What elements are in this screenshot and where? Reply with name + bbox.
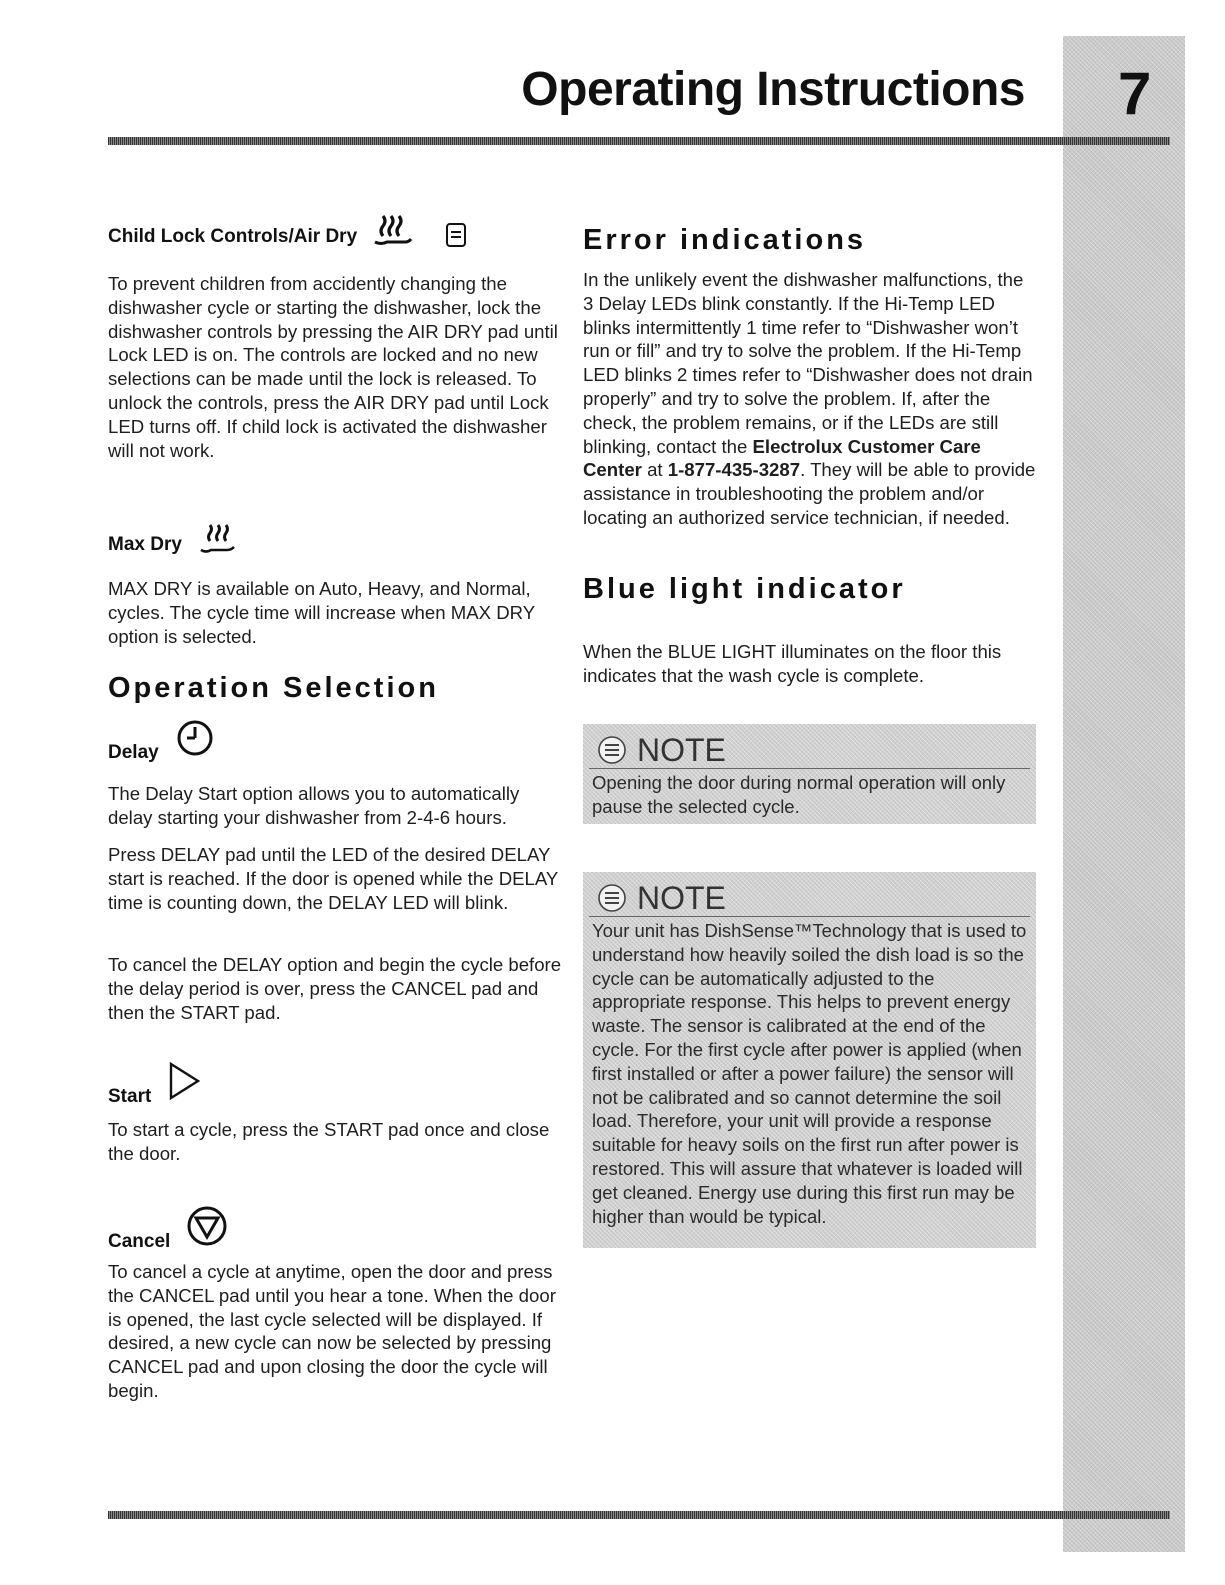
error-text-mid: at bbox=[641, 459, 668, 481]
delay-text-2: Press DELAY pad until the LED of the desired DELAY start is reached. If the door is opened while the DELAY time is counting down, the DELAY LED will blink. bbox=[108, 844, 558, 913]
max-dry-text: MAX DRY is available on Auto, Heavy, and Normal, cycles. The cycle time will increase when MAX DRY option is selected. bbox=[108, 578, 535, 647]
cancel-icon bbox=[186, 1205, 228, 1247]
max-dry-heading bbox=[108, 522, 238, 556]
note-1-header bbox=[583, 724, 1036, 768]
error-text bbox=[583, 268, 1038, 530]
page-number: 7 bbox=[1118, 60, 1152, 127]
error-indications-title: Error indications bbox=[583, 224, 867, 256]
delay-heading bbox=[108, 718, 215, 764]
note-box-2 bbox=[583, 872, 1036, 1248]
note-icon bbox=[597, 735, 627, 765]
note-icon bbox=[597, 883, 627, 913]
note-2-text: Your unit has DishSense™Technology that is used to understand how heavily soiled the dish load is so the cycle can be automatically adjusted to the appropriate response. This helps to prevent energy waste. The sensor is calibrated at the end of the cycle. For the first cycle after power is applied (when first installed or after a power failure) the sensor will not be calibrated and so cannot determine the soil load. Therefore, your unit will provide a response suitable for heavy soils on the first run after power is restored. This will assure that whatever is loaded will get cleaned. Energy use during this first run may be higher than would be typical. bbox=[592, 920, 1027, 1227]
footer-rule bbox=[108, 1511, 1170, 1519]
delay-label: Delay bbox=[108, 742, 159, 763]
child-lock-heading bbox=[108, 212, 467, 248]
max-dry-icon bbox=[198, 522, 238, 556]
note-box-1 bbox=[583, 724, 1036, 824]
child-lock-text: To prevent children from accidently changing the dishwasher cycle or starting the dishwasher, lock the dishwasher controls by pressing the AIR DRY pad until Lock LED is on. The controls are locked and no new selections can be made until the lock is released. To unlock the controls, press the AIR DRY pad until Lock LED turns off. If child lock is activated the dishwasher will not work. bbox=[108, 273, 558, 461]
page-tab-strip bbox=[1063, 36, 1185, 1552]
blue-light-title: Blue light indicator bbox=[583, 573, 906, 605]
operation-selection-title: Operation Selection bbox=[108, 672, 439, 704]
error-text-after: . They will be able to provide assistance in troubleshooting the problem and/or locating an authorized service technician, if needed. bbox=[583, 459, 1036, 528]
delay-text-3: To cancel the DELAY option and begin the cycle before the delay period is over, press the CANCEL pad and then the START pad. bbox=[108, 954, 562, 1023]
air-dry-icon bbox=[373, 212, 429, 248]
header-rule bbox=[108, 137, 1170, 145]
play-icon bbox=[167, 1062, 201, 1100]
note-1-text: Opening the door during normal operation will only pause the selected cycle. bbox=[592, 772, 1006, 817]
cancel-text: To cancel a cycle at anytime, open the door and press the CANCEL pad until you hear a tone. When the door is opened, the last cycle selected will be displayed. If desired, a new cycle can now be selected by pressing CANCEL pad and upon closing the door the cycle will begin. bbox=[108, 1261, 556, 1401]
blue-light-text: When the BLUE LIGHT illuminates on the floor this indicates that the wash cycle is complete. bbox=[583, 641, 1002, 686]
page-title: Operating Instructions bbox=[521, 63, 1025, 116]
customer-care-phone: 1-877-435-3287 bbox=[667, 459, 801, 481]
note-2-label: NOTE bbox=[637, 879, 726, 916]
delay-text-1: The Delay Start option allows you to automatically delay starting your dishwasher from 2-4-6 hours. bbox=[108, 783, 520, 828]
note-2-header bbox=[583, 872, 1036, 916]
start-label: Start bbox=[108, 1086, 152, 1107]
child-lock-label: Child Lock Controls/Air Dry bbox=[108, 226, 358, 247]
clock-icon bbox=[175, 718, 215, 758]
start-heading bbox=[108, 1062, 201, 1108]
cancel-label: Cancel bbox=[108, 1231, 171, 1252]
note-1-label: NOTE bbox=[637, 731, 726, 768]
error-text-before: In the unlikely event the dishwasher malfunctions, the 3 Delay LEDs blink constantly. If the Hi-Temp LED blinks intermittently 1 time refer to “Dishwasher won’t run or fill” and try to solve the problem. If the Hi-Temp LED blinks 2 times refer to “Dishwasher does not drain properly” and try to solve the problem. If, after the check, the problem remains, or if the LEDs are still blinking, contact the bbox=[583, 269, 1033, 457]
cancel-heading bbox=[108, 1205, 228, 1253]
start-text: To start a cycle, press the START pad once and close the door. bbox=[108, 1119, 550, 1164]
max-dry-label: Max Dry bbox=[108, 534, 182, 555]
customer-care-name: Electrolux Customer Care Center bbox=[583, 435, 981, 481]
lock-icon bbox=[445, 222, 467, 248]
